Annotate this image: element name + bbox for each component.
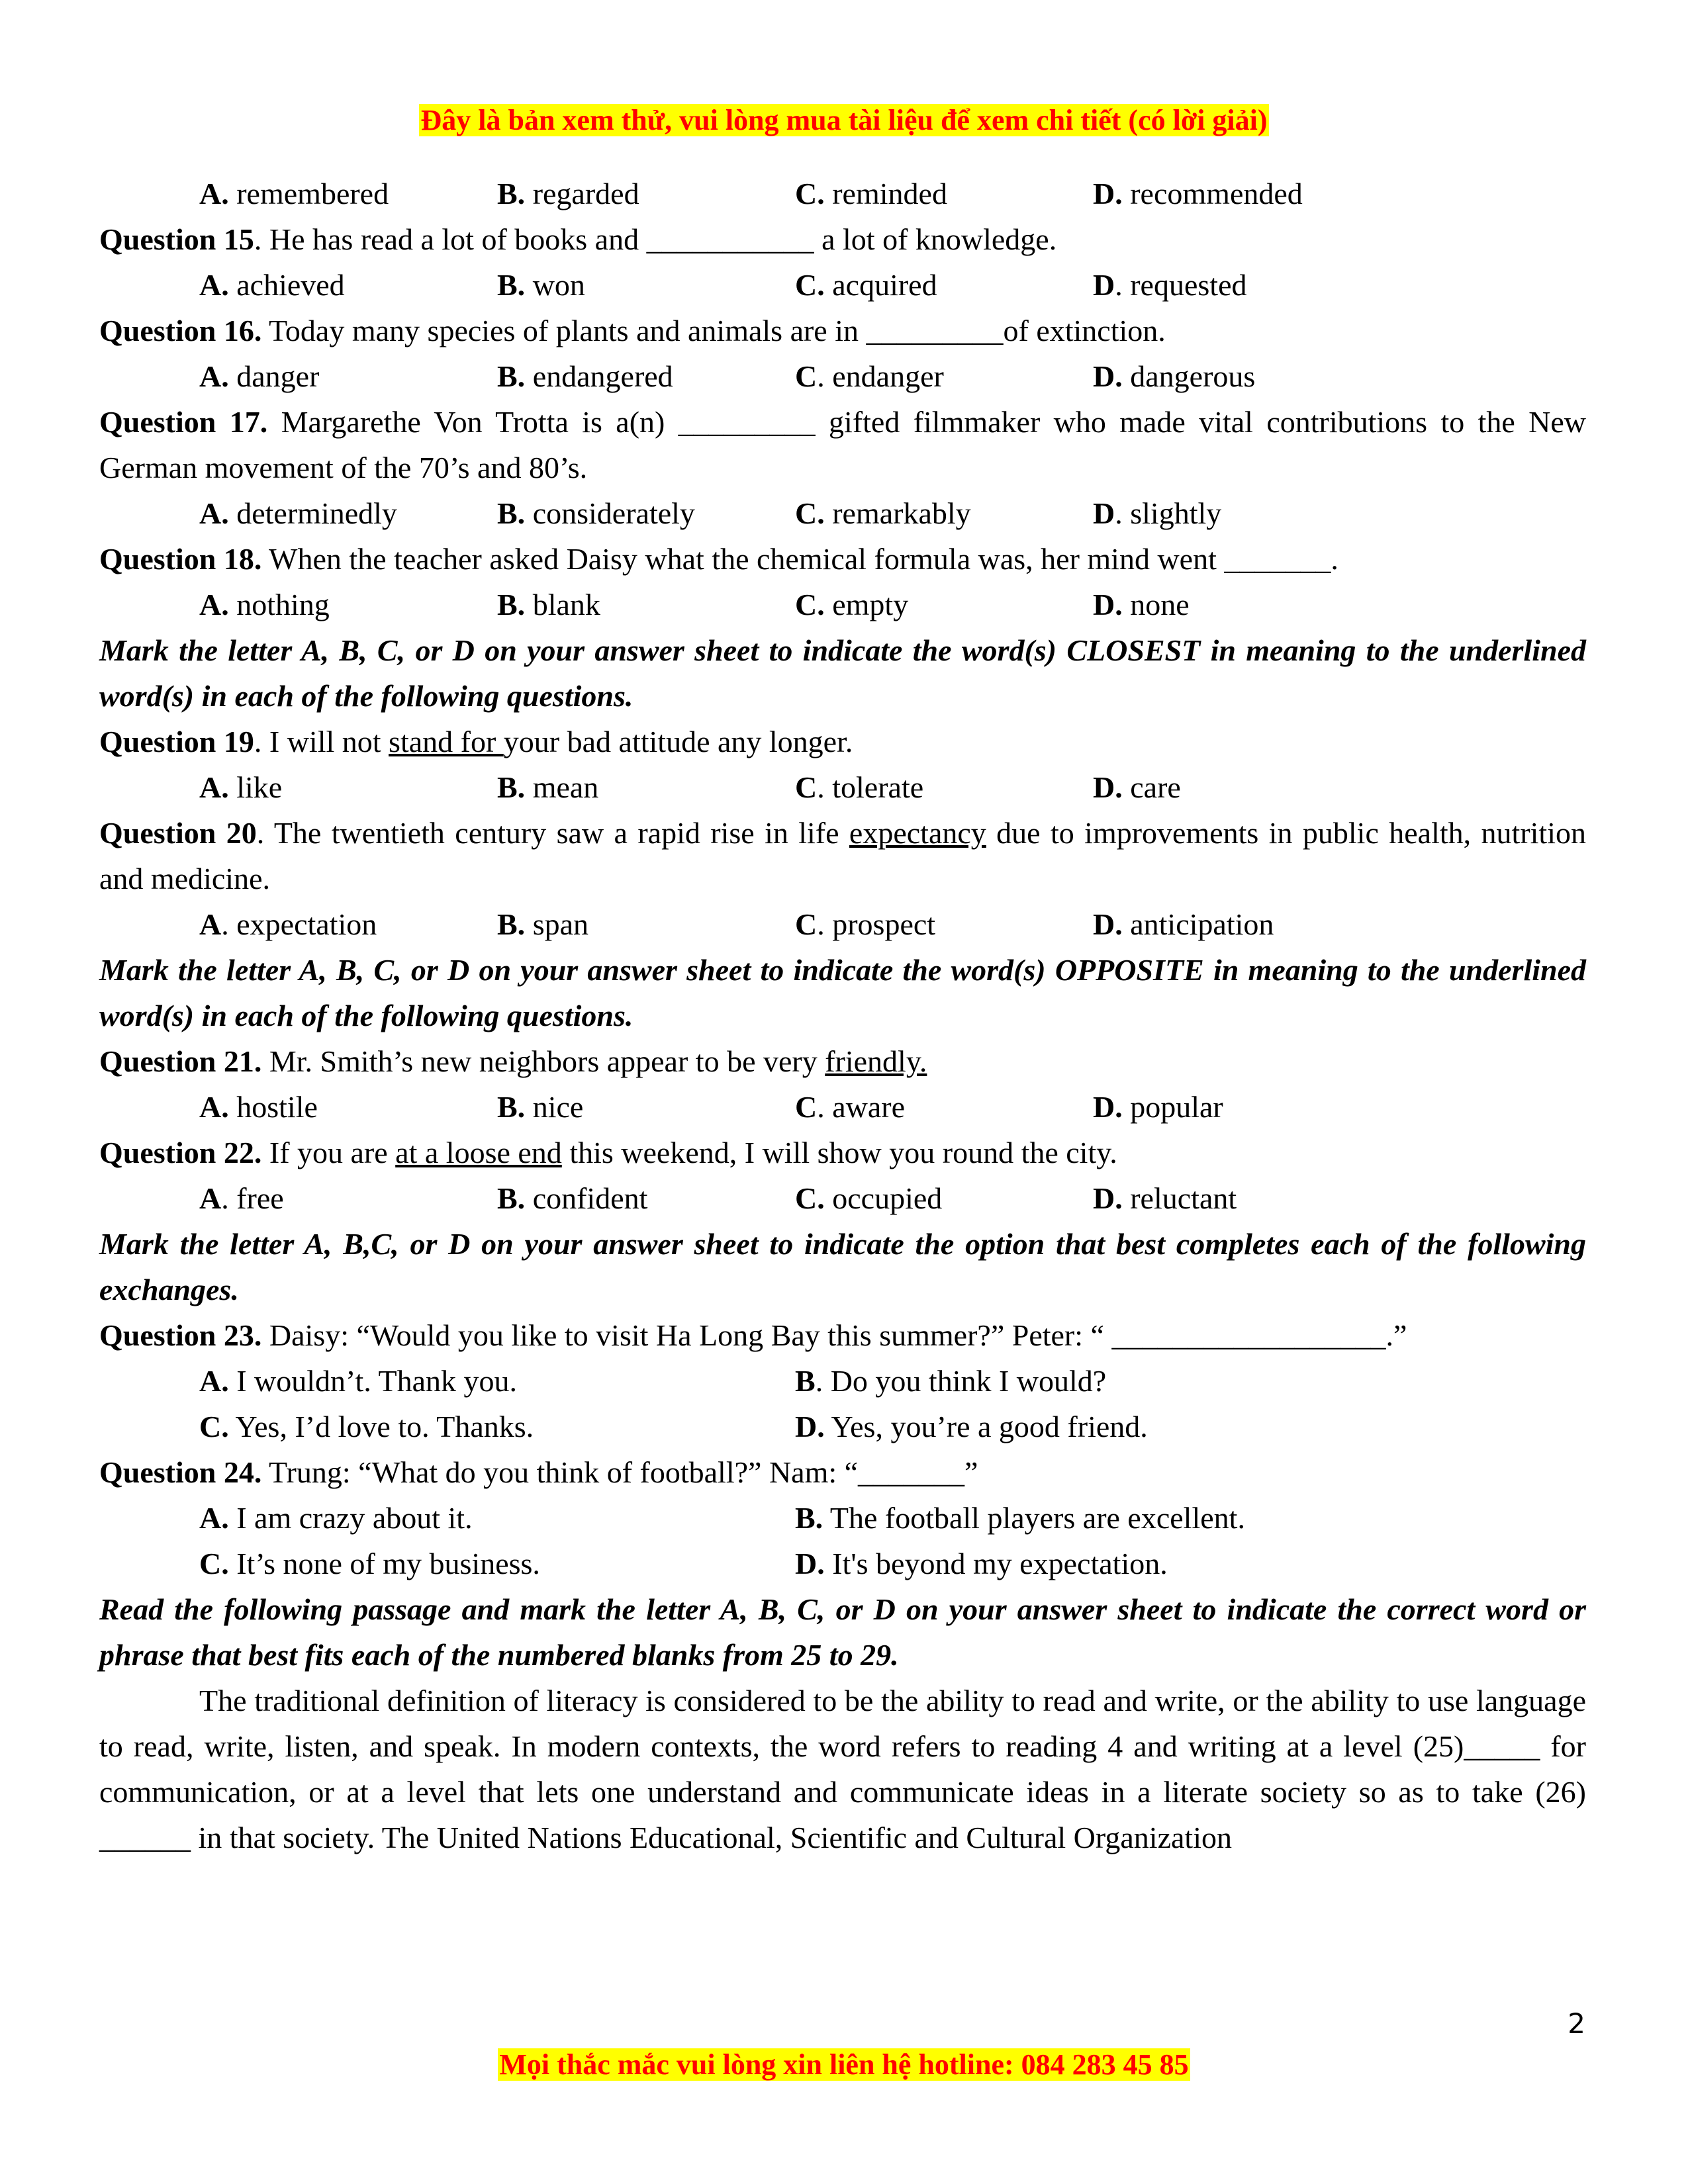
q17-options xyxy=(99,490,1586,536)
question-text: . He has read a lot of books and ___________ a lot of knowledge. xyxy=(254,222,1057,256)
instruction-opposite-meaning: Mark the letter A, B, C, or D on your answer sheet to indicate the word(s) OPPOSITE in meaning to the underlined word(s) in each of the following questions. xyxy=(99,953,1586,1032)
question-text: this weekend, I will show you round the city. xyxy=(561,1136,1117,1169)
q24-options-row-1 xyxy=(99,1495,1586,1541)
option-text: Yes, you’re a good friend. xyxy=(824,1410,1148,1443)
option-letter: A. xyxy=(199,1090,229,1124)
option-text: . aware xyxy=(817,1090,906,1124)
question-label: Question 21. xyxy=(99,1044,262,1078)
option-text: reminded xyxy=(824,177,947,210)
option-text: nothing xyxy=(228,588,330,621)
option-text: nice xyxy=(525,1090,584,1124)
q22-option-b[interactable] xyxy=(497,1175,795,1221)
option-letter: D. xyxy=(1093,770,1123,804)
q22-option-c[interactable] xyxy=(795,1175,1093,1221)
instruction-closest-meaning: Mark the letter A, B, C, or D on your answer sheet to indicate the word(s) CLOSEST in meaning to the underlined word(s) in each of the following questions. xyxy=(99,633,1586,713)
underlined-phrase: at a loose end xyxy=(395,1136,562,1169)
option-letter: A. xyxy=(199,268,229,302)
option-text: like xyxy=(228,770,283,804)
option-text: . slightly xyxy=(1115,496,1222,530)
q16-option-a[interactable] xyxy=(199,353,497,399)
question-label: Question 20 xyxy=(99,816,257,850)
option-letter: A. xyxy=(199,1364,229,1398)
option-text: considerately xyxy=(525,496,695,530)
option-letter: B xyxy=(795,1364,816,1398)
option-letter: A xyxy=(199,1181,222,1215)
option-text: care xyxy=(1122,770,1181,804)
q23-options-row-2 xyxy=(99,1404,1586,1449)
question-text: Daisy: “Would you like to visit Ha Long Bay this summer?” Peter: “ __________________.” xyxy=(261,1318,1407,1352)
q21-option-a[interactable] xyxy=(199,1084,497,1130)
option-letter: D. xyxy=(1093,177,1123,210)
question-22 xyxy=(99,1130,1586,1175)
option-letter: A xyxy=(199,907,222,941)
option-text: . tolerate xyxy=(817,770,924,804)
option-text: I am crazy about it. xyxy=(228,1501,473,1535)
preview-banner xyxy=(0,102,1688,139)
q14-option-b[interactable] xyxy=(497,171,795,216)
q22-option-d[interactable] xyxy=(1093,1175,1391,1221)
option-text: recommended xyxy=(1122,177,1303,210)
option-text: span xyxy=(525,907,589,941)
option-text: . prospect xyxy=(817,907,936,941)
option-letter: D. xyxy=(1093,1181,1123,1215)
q21-option-b[interactable] xyxy=(497,1084,795,1130)
option-letter: B. xyxy=(497,496,526,530)
question-21 xyxy=(99,1038,1586,1084)
option-text: empty xyxy=(824,588,909,621)
q15-options xyxy=(99,262,1586,308)
option-text: I wouldn’t. Thank you. xyxy=(228,1364,518,1398)
q20-option-b[interactable] xyxy=(497,901,795,947)
q14-options xyxy=(99,171,1586,216)
option-letter: C. xyxy=(795,496,825,530)
option-letter: C. xyxy=(795,177,825,210)
instruction-passage: Read the following passage and mark the letter A, B, C, or D on your answer sheet to indicate the correct word or phrase that best fits each of the numbered blanks from 25 to 29. xyxy=(99,1592,1586,1672)
question-text: your bad attitude any longer. xyxy=(503,725,853,758)
option-text: confident xyxy=(525,1181,648,1215)
q19-option-b[interactable] xyxy=(497,764,795,810)
option-letter: C. xyxy=(795,268,825,302)
option-text: achieved xyxy=(228,268,345,302)
option-letter: C xyxy=(795,907,818,941)
option-letter: D. xyxy=(1093,1090,1123,1124)
option-text: . expectation xyxy=(221,907,377,941)
question-text: Margarethe Von Trotta is a(n) _________ gifted filmmaker who made vital contributions to the New German movement of the 70’s and 80’s. xyxy=(99,405,1586,484)
option-text: . free xyxy=(221,1181,284,1215)
option-letter: A. xyxy=(199,770,229,804)
question-20 xyxy=(99,810,1586,901)
option-letter: A. xyxy=(199,588,229,621)
question-23 xyxy=(99,1312,1586,1358)
option-text: remarkably xyxy=(824,496,971,530)
option-letter: C xyxy=(795,359,818,393)
option-letter: C. xyxy=(795,1181,825,1215)
question-text: . I will not xyxy=(254,725,389,758)
question-16 xyxy=(99,308,1586,353)
question-label: Question 19 xyxy=(99,725,254,758)
option-letter: B. xyxy=(497,177,526,210)
q24-option-c[interactable] xyxy=(199,1541,795,1586)
q19-option-c[interactable] xyxy=(795,764,1093,810)
question-text: . The twentieth century saw a rapid rise in life xyxy=(256,816,849,850)
q19-option-d[interactable] xyxy=(1093,764,1391,810)
option-letter: D. xyxy=(1093,907,1123,941)
option-letter: C. xyxy=(795,588,825,621)
q18-option-b[interactable] xyxy=(497,582,795,627)
question-label: Question 24. xyxy=(99,1455,262,1489)
question-text: Today many species of plants and animals are in _________of extinction. xyxy=(261,314,1166,347)
hotline-banner-text: Mọi thắc mắc vui lòng xin liên hệ hotline: 084 283 45 85 xyxy=(499,2048,1189,2081)
hotline-banner xyxy=(0,2046,1688,2083)
question-18 xyxy=(99,536,1586,582)
option-letter: C. xyxy=(199,1410,229,1443)
q24-options-row-2 xyxy=(99,1541,1586,1586)
q24-option-b[interactable] xyxy=(795,1495,1391,1541)
q16-options xyxy=(99,353,1586,399)
option-letter: A. xyxy=(199,1501,229,1535)
option-text: blank xyxy=(525,588,600,621)
question-text: Trung: “What do you think of football?” Nam: “_______” xyxy=(261,1455,978,1489)
option-letter: D. xyxy=(795,1547,825,1580)
q15-option-a[interactable] xyxy=(199,262,497,308)
option-letter: C xyxy=(795,1090,818,1124)
option-text: . Do you think I would? xyxy=(815,1364,1107,1398)
question-text: If you are xyxy=(261,1136,396,1169)
option-text: endangered xyxy=(525,359,673,393)
q23-option-b[interactable] xyxy=(795,1358,1391,1404)
q19-option-a[interactable] xyxy=(199,764,497,810)
q20-option-c[interactable] xyxy=(795,901,1093,947)
q18-option-d[interactable] xyxy=(1093,582,1391,627)
q14-option-d[interactable] xyxy=(1093,171,1391,216)
question-label: Question 23. xyxy=(99,1318,262,1352)
option-letter: B. xyxy=(497,268,526,302)
q23-option-c[interactable] xyxy=(199,1404,795,1449)
option-text: hostile xyxy=(228,1090,318,1124)
underlined-phrase: friendly. xyxy=(825,1044,927,1078)
q20-options xyxy=(99,901,1586,947)
option-letter: D. xyxy=(1093,588,1123,621)
option-text: It's beyond my expectation. xyxy=(824,1547,1168,1580)
option-letter: A. xyxy=(199,177,229,210)
question-text: due to improvements in public health, nutrition and medicine. xyxy=(99,816,1586,895)
question-label: Question 18. xyxy=(99,542,262,576)
question-label: Question 22. xyxy=(99,1136,262,1169)
option-text: It’s none of my business. xyxy=(228,1547,540,1580)
q21-option-c[interactable] xyxy=(795,1084,1093,1130)
option-letter: B. xyxy=(497,907,526,941)
question-19 xyxy=(99,719,1586,764)
option-letter: C. xyxy=(199,1547,229,1580)
option-text: . requested xyxy=(1115,268,1247,302)
q23-options-row-1 xyxy=(99,1358,1586,1404)
q19-options xyxy=(99,764,1586,810)
option-text: remembered xyxy=(228,177,389,210)
underlined-phrase: expectancy xyxy=(849,816,986,850)
option-text: . endanger xyxy=(817,359,944,393)
option-letter: D xyxy=(1093,496,1115,530)
q18-option-a[interactable] xyxy=(199,582,497,627)
option-text: danger xyxy=(228,359,320,393)
option-letter: B. xyxy=(497,588,526,621)
q24-option-d[interactable] xyxy=(795,1541,1391,1586)
option-text: dangerous xyxy=(1122,359,1256,393)
q16-option-d[interactable] xyxy=(1093,353,1391,399)
option-letter: B. xyxy=(497,1090,526,1124)
option-letter: B. xyxy=(497,1181,526,1215)
q24-option-a[interactable] xyxy=(199,1495,795,1541)
option-text: anticipation xyxy=(1122,907,1274,941)
option-letter: D. xyxy=(1093,359,1123,393)
q18-options xyxy=(99,582,1586,627)
q16-option-b[interactable] xyxy=(497,353,795,399)
q16-option-c[interactable] xyxy=(795,353,1093,399)
question-24 xyxy=(99,1449,1586,1495)
q15-option-c[interactable] xyxy=(795,262,1093,308)
q21-options xyxy=(99,1084,1586,1130)
option-text: determinedly xyxy=(228,496,397,530)
option-text: The football players are excellent. xyxy=(823,1501,1245,1535)
question-text: Mr. Smith’s new neighbors appear to be very xyxy=(261,1044,825,1078)
q17-option-d[interactable] xyxy=(1093,490,1391,536)
question-text: When the teacher asked Daisy what the chemical formula was, her mind went _______. xyxy=(261,542,1338,576)
question-label: Question 16. xyxy=(99,314,262,347)
exam-content xyxy=(99,171,1586,1860)
option-letter: B. xyxy=(795,1501,823,1535)
instruction-exchanges: Mark the letter A, B,C, or D on your answer sheet to indicate the option that best completes each of the following exchanges. xyxy=(99,1227,1586,1306)
q22-options xyxy=(99,1175,1586,1221)
question-label: Question 15 xyxy=(99,222,254,256)
preview-banner-text: Đây là bản xem thử, vui lòng mua tài liệu để xem chi tiết (có lời giải) xyxy=(420,104,1268,136)
q14-option-c[interactable] xyxy=(795,171,1093,216)
q14-option-a[interactable] xyxy=(199,171,497,216)
q18-option-c[interactable] xyxy=(795,582,1093,627)
option-text: won xyxy=(525,268,585,302)
q21-option-d[interactable] xyxy=(1093,1084,1391,1130)
option-letter: A. xyxy=(199,496,229,530)
option-letter: D xyxy=(1093,268,1115,302)
reading-passage: The traditional definition of literacy is considered to be the ability to read and write, or the ability to use language to read, write, listen, and speak. In modern contexts, the word refers to reading 4 and writing at a level (25)_____ for communication, or at a level that lets one understand and communicate ideas in a literate society so as to take (26) ______ in that society. The United Nations Educational, Scientific and Cultural Organization xyxy=(99,1684,1586,1854)
option-letter: C xyxy=(795,770,818,804)
option-text: none xyxy=(1122,588,1190,621)
option-letter: A. xyxy=(199,359,229,393)
q17-option-c[interactable] xyxy=(795,490,1093,536)
option-text: occupied xyxy=(824,1181,943,1215)
option-letter: D. xyxy=(795,1410,825,1443)
q20-option-d[interactable] xyxy=(1093,901,1391,947)
option-text: mean xyxy=(525,770,599,804)
option-letter: B. xyxy=(497,770,526,804)
q15-option-b[interactable] xyxy=(497,262,795,308)
option-text: reluctant xyxy=(1122,1181,1237,1215)
question-label: Question 17. xyxy=(99,405,268,439)
page-number: 2 xyxy=(1568,2007,1585,2040)
question-15 xyxy=(99,216,1586,262)
option-text: popular xyxy=(1122,1090,1223,1124)
q23-option-a[interactable] xyxy=(199,1358,795,1404)
option-letter: B. xyxy=(497,359,526,393)
option-text: Yes, I’d love to. Thanks. xyxy=(228,1410,534,1443)
q17-option-b[interactable] xyxy=(497,490,795,536)
option-text: acquired xyxy=(824,268,937,302)
question-17 xyxy=(99,399,1586,490)
q23-option-d[interactable] xyxy=(795,1404,1391,1449)
q17-option-a[interactable] xyxy=(199,490,497,536)
q22-option-a[interactable] xyxy=(199,1175,497,1221)
option-text: regarded xyxy=(525,177,639,210)
q15-option-d[interactable] xyxy=(1093,262,1391,308)
q20-option-a[interactable] xyxy=(199,901,497,947)
underlined-phrase: stand for xyxy=(389,725,504,758)
